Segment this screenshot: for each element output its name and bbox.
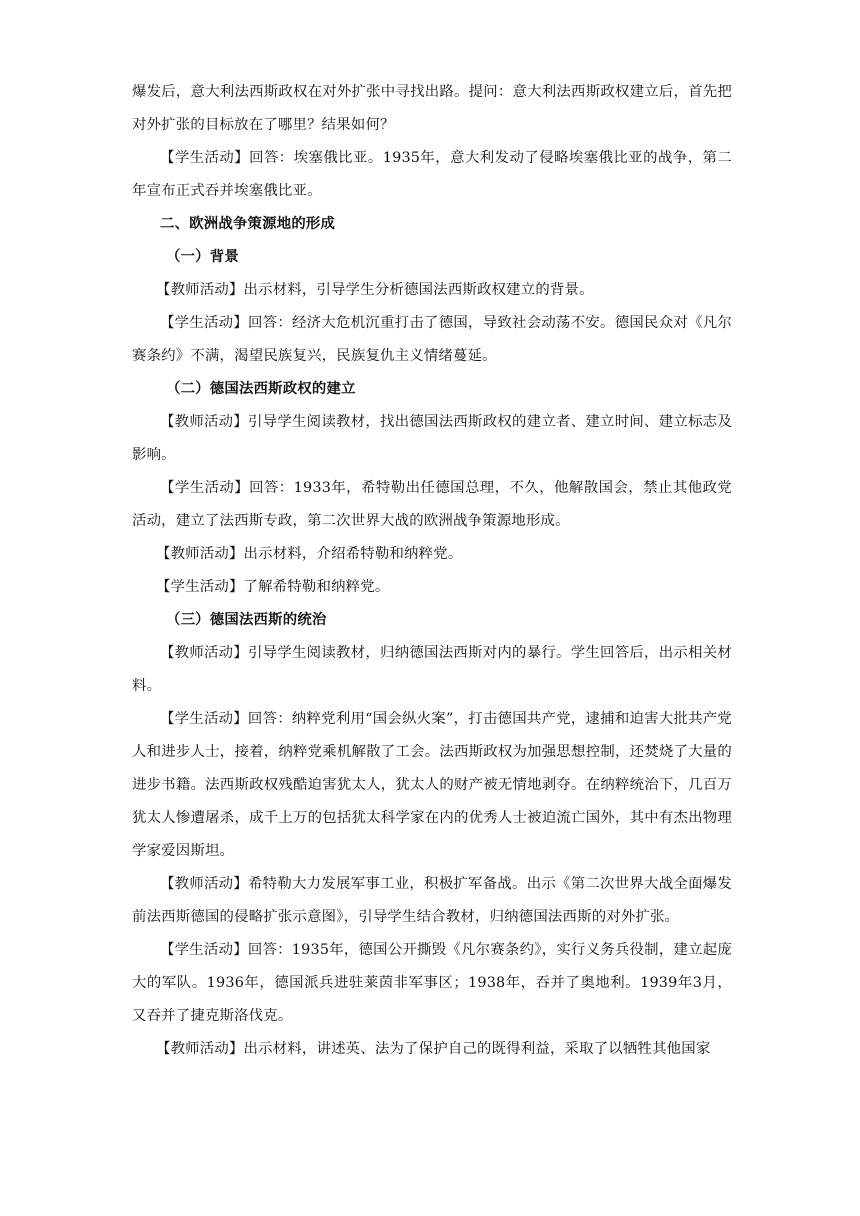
subsection-heading-3: （三）德国法西斯的统治 <box>166 612 327 628</box>
paragraph-16: 【教师活动】出示材料，讲述英、法为了保护自己的既得利益，采取了以牺牲其他国家 <box>156 1041 711 1057</box>
paragraph-8: 【学生活动】回答：1933年，希特勒出任德国总理，不久，他解散国会，禁止其他政党活动，建立了法西斯专政，第二次世界大战的欧洲战争策源地形成。 <box>132 480 732 529</box>
paragraph-15: 【学生活动】回答：1935年，德国公开撕毁《凡尔赛条约》，实行义务兵役制，建立起庞大的军队。1936年，德国派兵进驻莱茵非军事区；1938年，吞并了奥地利。1939年3月，又吞并了捷克斯洛伐克。 <box>132 942 732 1024</box>
paragraph-7: 【教师活动】引导学生阅读教材，找出德国法西斯政权的建立者、建立时间、建立标志及影响。 <box>132 414 732 463</box>
paragraph-12: 【教师活动】引导学生阅读教材，归纳德国法西斯对内的暴行。学生回答后，出示相关材料。 <box>132 645 732 694</box>
document-body <box>132 76 732 1066</box>
paragraph-0: 爆发后，意大利法西斯政权在对外扩张中寻找出路。提问：意大利法西斯政权建立后，首先把对外扩张的目标放在了哪里？结果如何？ <box>132 84 732 133</box>
paragraph-14: 【教师活动】希特勒大力发展军事工业，积极扩军备战。出示《第二次世界大战全面爆发前法西斯德国的侵略扩张示意图》，引导学生结合教材，归纳德国法西斯的对外扩张。 <box>132 876 732 925</box>
subsection-heading-1: （一）背景 <box>166 249 239 265</box>
paragraph-9: 【教师活动】出示材料，介绍希特勒和纳粹党。 <box>156 546 463 562</box>
paragraph-10: 【学生活动】了解希特勒和纳粹党。 <box>156 579 390 595</box>
paragraph-1: 【学生活动】回答：埃塞俄比亚。1935年，意大利发动了侵略埃塞俄比亚的战争，第二年宣布正式吞并埃塞俄比亚。 <box>132 150 732 199</box>
subsection-heading-2: （二）德国法西斯政权的建立 <box>166 381 356 397</box>
paragraph-4: 【教师活动】出示材料，引导学生分析德国法西斯政权建立的背景。 <box>156 282 594 298</box>
section-heading: 二、欧洲战争策源地的形成 <box>160 216 336 232</box>
paragraph-13: 【学生活动】回答：纳粹党利用“国会纵火案”，打击德国共产党，逮捕和迫害大批共产党人和进步人士，接着，纳粹党乘机解散了工会。法西斯政权为加强思想控制，还焚烧了大量的进步书籍。法西斯政权残酷迫害犹太人，犹太人的财产被无情地剥夺。在纳粹统治下，几百万犹太人惨遭屠杀，成千上万的包括犹太科学家在内的优秀人士被迫流亡国外，其中有杰出物理学家爱因斯坦。 <box>132 711 732 859</box>
paragraph-5: 【学生活动】回答：经济大危机沉重打击了德国，导致社会动荡不安。德国民众对《凡尔赛条约》不满，渴望民族复兴，民族复仇主义情绪蔓延。 <box>132 315 732 364</box>
